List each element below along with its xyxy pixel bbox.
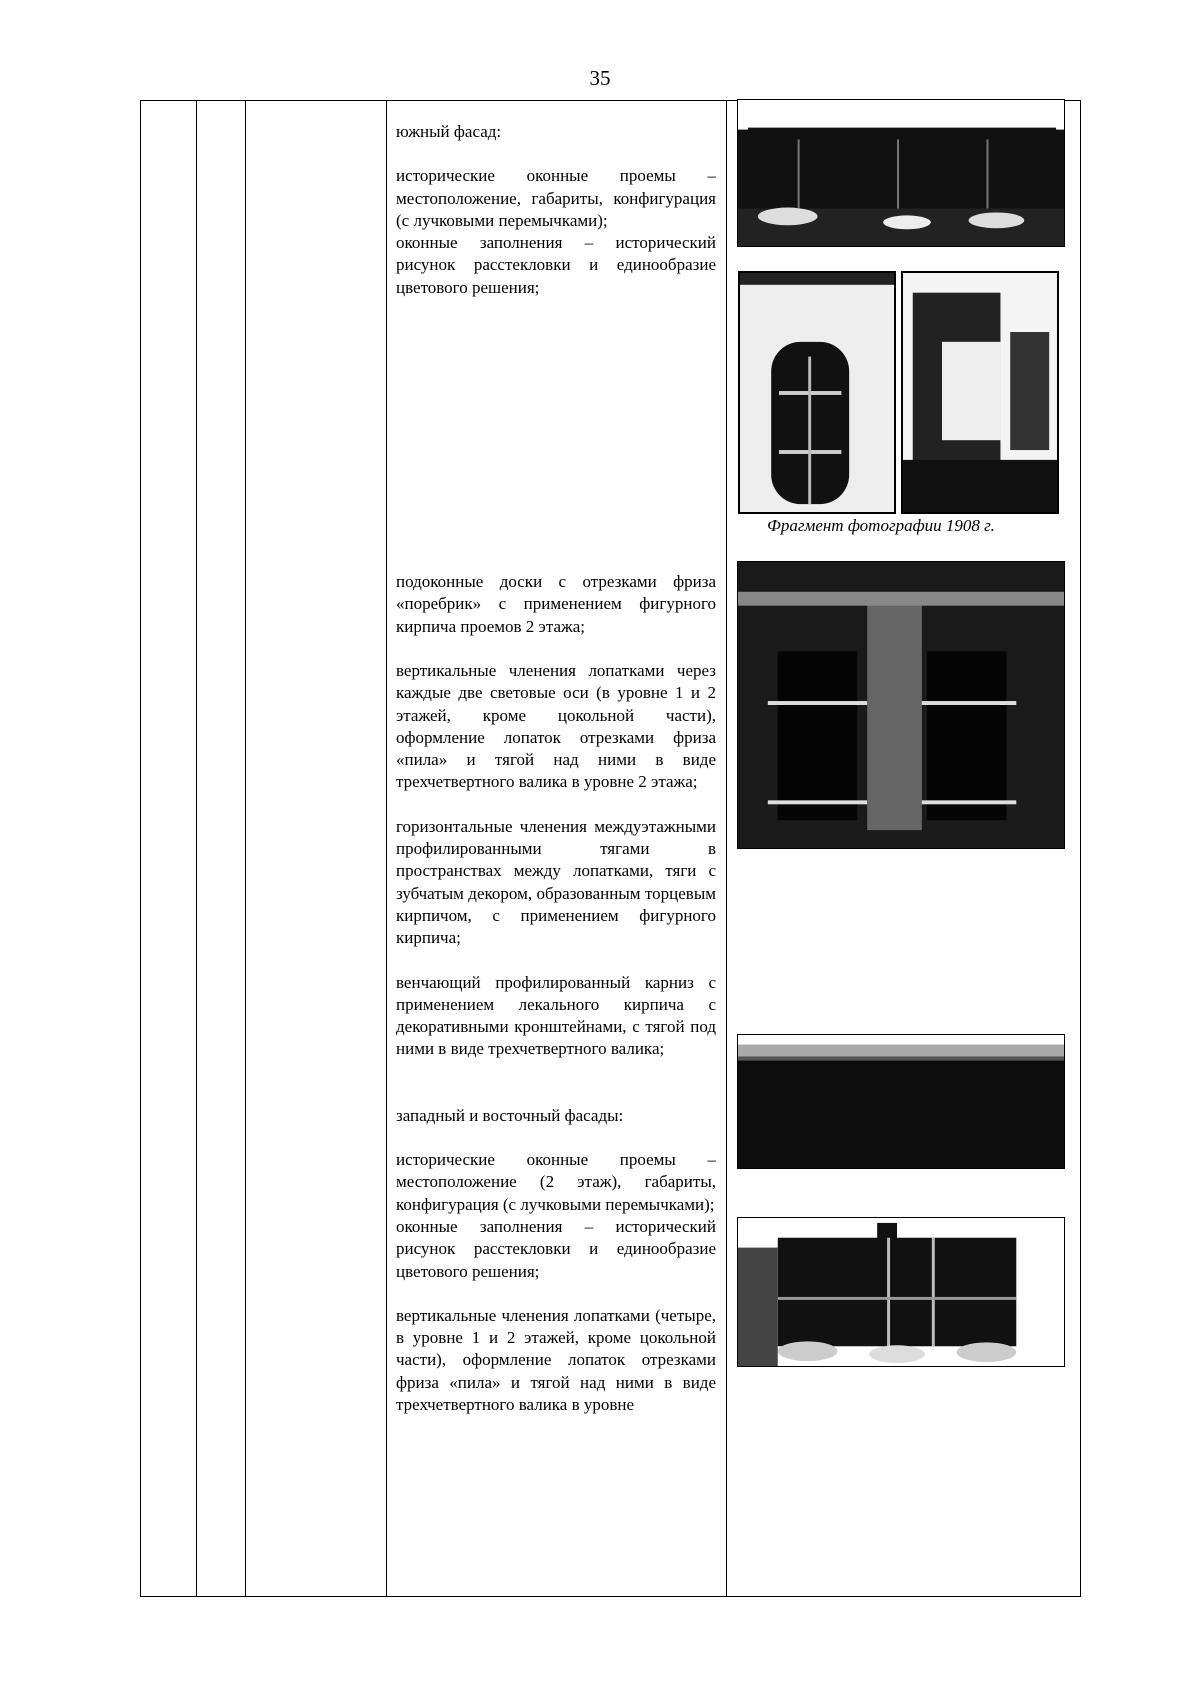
window-photo-1908-left <box>738 271 896 514</box>
south-item: горизонтальные членения междуэтажными профилированными тягами в пространствах между лопатками, тяги с зубчатым декором, образованным торцевым кирпичом, с применением фигурного кирпича; <box>396 816 716 948</box>
west-east-facade-heading: западный и восточный фасады: <box>396 1105 624 1125</box>
south-facade-heading: южный фасад: <box>396 122 502 141</box>
page-number: 35 <box>589 66 611 90</box>
south-facade-detail-photo <box>737 561 1065 849</box>
window-photo-1908-right <box>901 271 1059 514</box>
south-item: оконные заполнения – исторический рисунок расстекловки и единообразие цветового решения; <box>396 233 716 297</box>
column-divider <box>386 101 387 1596</box>
south-item: исторические оконные проемы – местоположение, габариты, конфигурация (с лучковыми перемычками); <box>396 166 716 230</box>
south-item: вертикальные членения лопатками через каждые две световые оси (в уровне 1 и 2 этажей, кроме цокольной части), оформление лопаток отрезками фриза «пила» и тягой над ними в виде трехчетвертного валика в уровне 2 этажа; <box>396 660 716 792</box>
south-item: подоконные доски с отрезками фриза «поребрик» с применением фигурного кирпича проемов 2 этажа; <box>396 572 716 636</box>
column-divider <box>196 101 197 1596</box>
document-table <box>140 100 1081 1597</box>
west-east-facade-photo <box>737 1217 1065 1367</box>
column-divider <box>245 101 246 1596</box>
column-divider <box>726 101 727 1596</box>
south-facade-photo <box>737 99 1065 247</box>
west-east-item: вертикальные членения лопатками (четыре, в уровне 1 и 2 этажей, кроме цокольной части), оформление лопаток отрезками фриза «пила» и тягой над ними в виде трехчетвертного валика в уровне <box>396 1305 716 1414</box>
photo-caption: Фрагмент фотографии 1908 г. <box>767 516 995 535</box>
cornice-photo <box>737 1034 1065 1169</box>
south-item: венчающий профилированный карниз с применением лекального кирпича с декоративными кронштейнами, с тягой под ними в виде трехчетвертного валика; <box>396 972 716 1059</box>
west-east-item: оконные заполнения – исторический рисунок расстекловки и единообразие цветового решения; <box>396 1216 716 1281</box>
west-east-item: исторические оконные проемы – местоположение (2 этаж), габариты, конфигурация (с лучковыми перемычками); <box>396 1150 716 1214</box>
description-column <box>396 121 716 1416</box>
